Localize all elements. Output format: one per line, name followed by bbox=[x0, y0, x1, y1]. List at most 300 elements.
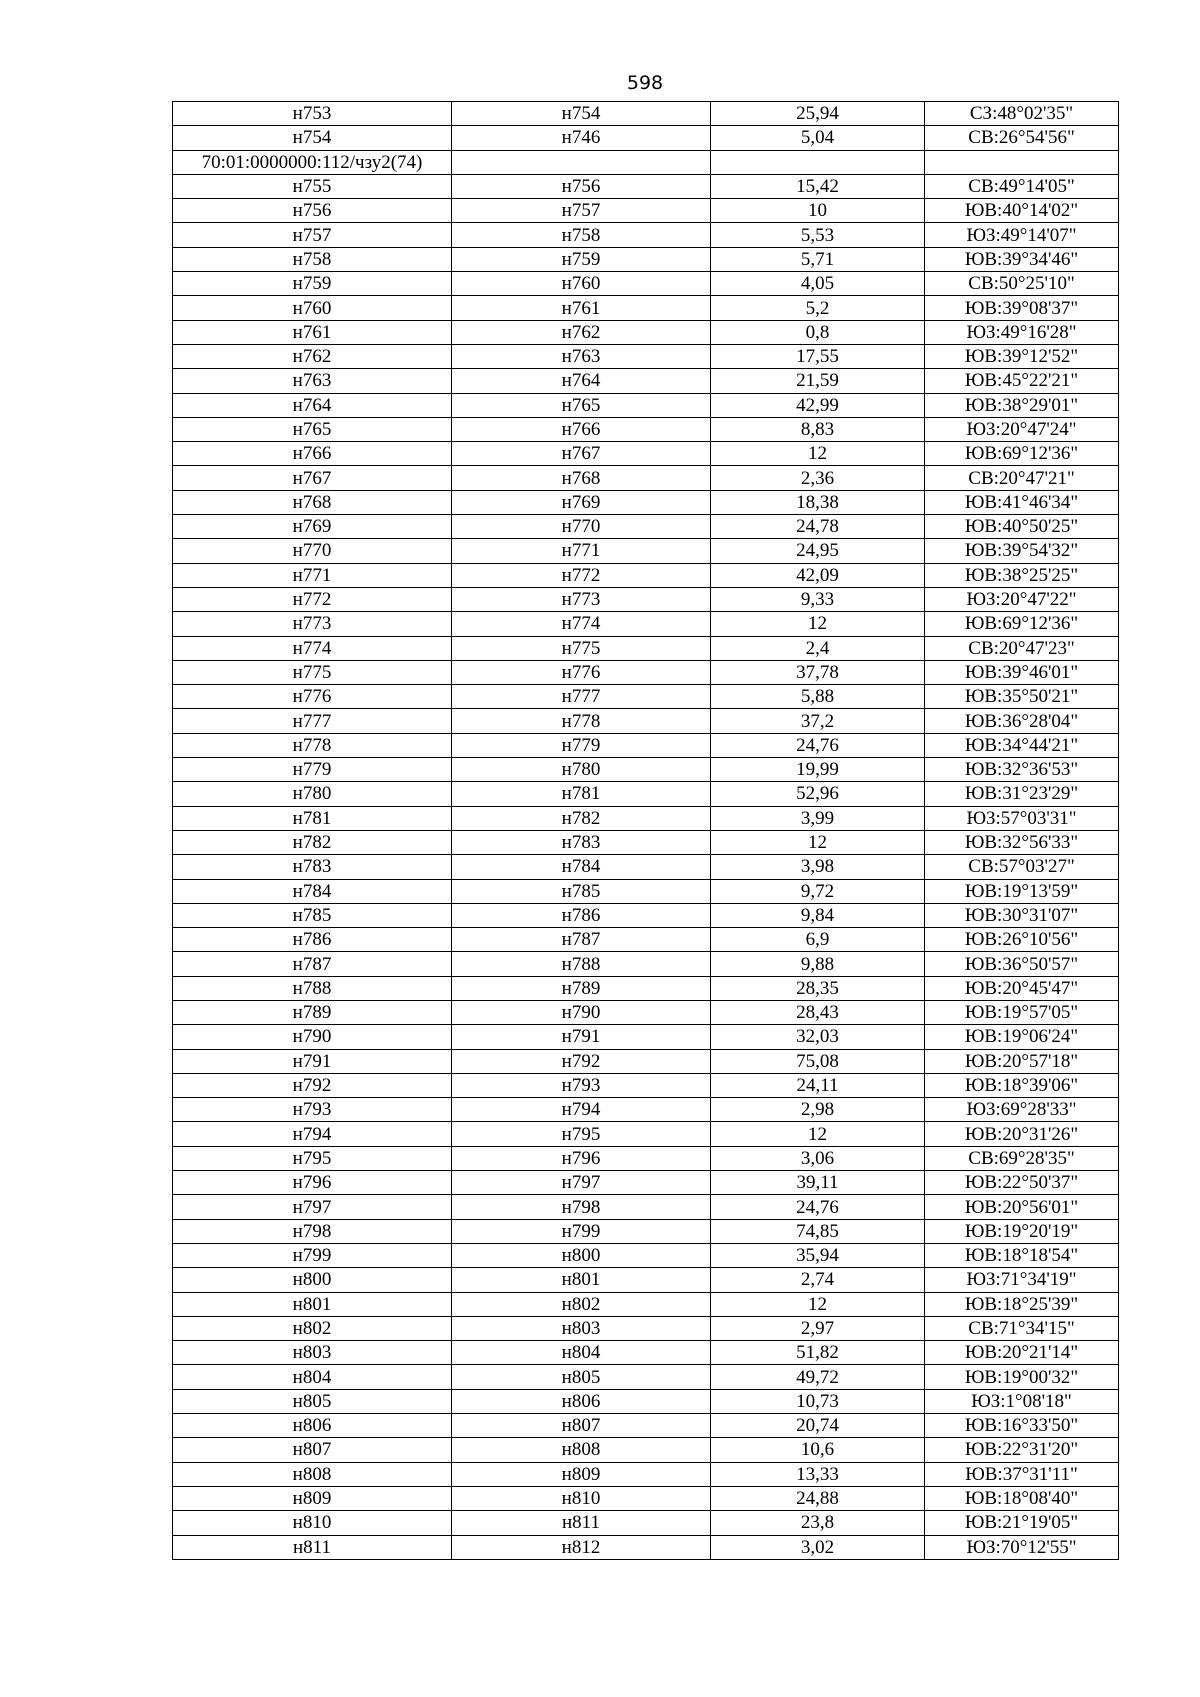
distance-cell: 12 bbox=[711, 442, 925, 466]
point-from-cell: н811 bbox=[173, 1535, 452, 1559]
distance-cell: 12 bbox=[711, 612, 925, 636]
boundary-table bbox=[172, 101, 1119, 1560]
point-from-cell: н767 bbox=[173, 466, 452, 490]
bearing-cell: ЮВ:36°28'04" bbox=[925, 709, 1119, 733]
table-row bbox=[173, 1025, 1119, 1049]
bearing-cell: ЮВ:38°29'01" bbox=[925, 393, 1119, 417]
bearing-cell: ЮВ:20°31'26" bbox=[925, 1122, 1119, 1146]
distance-cell: 23,8 bbox=[711, 1511, 925, 1535]
page-number: 598 bbox=[626, 72, 664, 94]
table-row bbox=[173, 685, 1119, 709]
point-to-cell: н793 bbox=[452, 1073, 711, 1097]
point-to-cell: н804 bbox=[452, 1341, 711, 1365]
point-to-cell: н768 bbox=[452, 466, 711, 490]
bearing-cell: ЮЗ:49°16'28" bbox=[925, 320, 1119, 344]
distance-cell: 12 bbox=[711, 830, 925, 854]
bearing-cell: ЮВ:39°08'37" bbox=[925, 296, 1119, 320]
table-row bbox=[173, 758, 1119, 782]
point-to-cell: н806 bbox=[452, 1389, 711, 1413]
point-from-cell: н769 bbox=[173, 515, 452, 539]
bearing-cell: СЗ:48°02'35" bbox=[925, 102, 1119, 126]
distance-cell: 20,74 bbox=[711, 1414, 925, 1438]
distance-cell: 24,95 bbox=[711, 539, 925, 563]
point-from-cell: н796 bbox=[173, 1171, 452, 1195]
point-from-cell: н795 bbox=[173, 1146, 452, 1170]
bearing-cell: ЮВ:22°31'20" bbox=[925, 1438, 1119, 1462]
table-row bbox=[173, 587, 1119, 611]
distance-cell: 5,04 bbox=[711, 126, 925, 150]
distance-cell: 2,98 bbox=[711, 1098, 925, 1122]
table-row bbox=[173, 563, 1119, 587]
table-row bbox=[173, 1000, 1119, 1024]
point-from-cell: н773 bbox=[173, 612, 452, 636]
table-row bbox=[173, 709, 1119, 733]
table-row bbox=[173, 1146, 1119, 1170]
bearing-cell: СВ:20°47'21" bbox=[925, 466, 1119, 490]
table-row bbox=[173, 1365, 1119, 1389]
distance-cell: 35,94 bbox=[711, 1243, 925, 1267]
table-row bbox=[173, 320, 1119, 344]
distance-cell: 24,76 bbox=[711, 733, 925, 757]
table-row bbox=[173, 199, 1119, 223]
table-row bbox=[173, 830, 1119, 854]
distance-cell: 6,9 bbox=[711, 928, 925, 952]
point-to-cell: н757 bbox=[452, 199, 711, 223]
table-row bbox=[173, 223, 1119, 247]
point-to-cell: н799 bbox=[452, 1219, 711, 1243]
point-to-cell: н763 bbox=[452, 344, 711, 368]
point-to-cell: н803 bbox=[452, 1316, 711, 1340]
point-to-cell: н794 bbox=[452, 1098, 711, 1122]
bearing-cell: ЮВ:39°54'32" bbox=[925, 539, 1119, 563]
distance-cell: 37,2 bbox=[711, 709, 925, 733]
point-to-cell: н746 bbox=[452, 126, 711, 150]
point-from-cell: н790 bbox=[173, 1025, 452, 1049]
distance-cell: 42,99 bbox=[711, 393, 925, 417]
table-row bbox=[173, 806, 1119, 830]
bearing-cell: ЮВ:39°34'46" bbox=[925, 247, 1119, 271]
point-to-cell: н791 bbox=[452, 1025, 711, 1049]
point-to-cell: н800 bbox=[452, 1243, 711, 1267]
point-to-cell bbox=[452, 150, 711, 174]
bearing-cell: ЮВ:19°00'32" bbox=[925, 1365, 1119, 1389]
point-from-cell: н764 bbox=[173, 393, 452, 417]
table-row bbox=[173, 733, 1119, 757]
bearing-cell bbox=[925, 150, 1119, 174]
table-row bbox=[173, 174, 1119, 198]
bearing-cell: СВ:50°25'10" bbox=[925, 272, 1119, 296]
distance-cell: 5,71 bbox=[711, 247, 925, 271]
table-row bbox=[173, 1268, 1119, 1292]
point-from-cell: н801 bbox=[173, 1292, 452, 1316]
distance-cell: 5,53 bbox=[711, 223, 925, 247]
point-to-cell: н769 bbox=[452, 490, 711, 514]
point-from-cell: н799 bbox=[173, 1243, 452, 1267]
table-row bbox=[173, 490, 1119, 514]
distance-cell: 25,94 bbox=[711, 102, 925, 126]
point-to-cell: н790 bbox=[452, 1000, 711, 1024]
bearing-cell: ЮВ:21°19'05" bbox=[925, 1511, 1119, 1535]
point-to-cell: н782 bbox=[452, 806, 711, 830]
distance-cell: 5,88 bbox=[711, 685, 925, 709]
bearing-cell: ЮВ:69°12'36" bbox=[925, 612, 1119, 636]
table-row bbox=[173, 1535, 1119, 1559]
distance-cell: 42,09 bbox=[711, 563, 925, 587]
bearing-cell: ЮЗ:20°47'24" bbox=[925, 417, 1119, 441]
table-row bbox=[173, 1292, 1119, 1316]
point-from-cell: н780 bbox=[173, 782, 452, 806]
distance-cell: 12 bbox=[711, 1122, 925, 1146]
bearing-cell: ЮЗ:69°28'33" bbox=[925, 1098, 1119, 1122]
point-from-cell: н778 bbox=[173, 733, 452, 757]
table-row bbox=[173, 879, 1119, 903]
bearing-cell: ЮВ:32°56'33" bbox=[925, 830, 1119, 854]
bearing-cell: ЮВ:45°22'21" bbox=[925, 369, 1119, 393]
point-from-cell: н783 bbox=[173, 855, 452, 879]
bearing-cell: СВ:26°54'56" bbox=[925, 126, 1119, 150]
point-from-cell: н797 bbox=[173, 1195, 452, 1219]
table-row bbox=[173, 417, 1119, 441]
table-body bbox=[173, 102, 1119, 1560]
point-to-cell: н802 bbox=[452, 1292, 711, 1316]
point-from-cell: н805 bbox=[173, 1389, 452, 1413]
table-row bbox=[173, 1122, 1119, 1146]
bearing-cell: ЮВ:18°39'06" bbox=[925, 1073, 1119, 1097]
point-to-cell: н779 bbox=[452, 733, 711, 757]
bearing-cell: ЮВ:18°08'40" bbox=[925, 1486, 1119, 1510]
distance-cell: 37,78 bbox=[711, 660, 925, 684]
table-row bbox=[173, 344, 1119, 368]
point-to-cell: н756 bbox=[452, 174, 711, 198]
table-row bbox=[173, 1171, 1119, 1195]
point-from-cell: н759 bbox=[173, 272, 452, 296]
point-to-cell: н797 bbox=[452, 1171, 711, 1195]
table-row bbox=[173, 782, 1119, 806]
bearing-cell: ЮВ:20°56'01" bbox=[925, 1195, 1119, 1219]
table-row bbox=[173, 903, 1119, 927]
bearing-cell: СВ:71°34'15" bbox=[925, 1316, 1119, 1340]
distance-cell: 0,8 bbox=[711, 320, 925, 344]
distance-cell: 32,03 bbox=[711, 1025, 925, 1049]
table-row bbox=[173, 1195, 1119, 1219]
distance-cell: 74,85 bbox=[711, 1219, 925, 1243]
distance-cell: 28,35 bbox=[711, 976, 925, 1000]
table-row bbox=[173, 369, 1119, 393]
point-to-cell: н776 bbox=[452, 660, 711, 684]
point-from-cell: н808 bbox=[173, 1462, 452, 1486]
distance-cell: 12 bbox=[711, 1292, 925, 1316]
point-from-cell: н772 bbox=[173, 587, 452, 611]
table-row bbox=[173, 393, 1119, 417]
point-from-cell: н779 bbox=[173, 758, 452, 782]
bearing-cell: ЮВ:40°50'25" bbox=[925, 515, 1119, 539]
point-to-cell: н774 bbox=[452, 612, 711, 636]
distance-cell: 3,06 bbox=[711, 1146, 925, 1170]
distance-cell: 3,99 bbox=[711, 806, 925, 830]
distance-cell: 9,33 bbox=[711, 587, 925, 611]
table-row bbox=[173, 1341, 1119, 1365]
point-from-cell: н760 bbox=[173, 296, 452, 320]
bearing-cell: ЮЗ:20°47'22" bbox=[925, 587, 1119, 611]
table-row bbox=[173, 1389, 1119, 1413]
point-to-cell: н795 bbox=[452, 1122, 711, 1146]
distance-cell: 24,76 bbox=[711, 1195, 925, 1219]
table-row bbox=[173, 1486, 1119, 1510]
point-from-cell: н788 bbox=[173, 976, 452, 1000]
point-from-cell: н758 bbox=[173, 247, 452, 271]
point-to-cell: н808 bbox=[452, 1438, 711, 1462]
point-to-cell: н773 bbox=[452, 587, 711, 611]
bearing-cell: ЮВ:35°50'21" bbox=[925, 685, 1119, 709]
distance-cell: 28,43 bbox=[711, 1000, 925, 1024]
bearing-cell: ЮВ:19°20'19" bbox=[925, 1219, 1119, 1243]
distance-cell: 3,98 bbox=[711, 855, 925, 879]
point-to-cell: н784 bbox=[452, 855, 711, 879]
point-to-cell: н777 bbox=[452, 685, 711, 709]
distance-cell: 2,74 bbox=[711, 1268, 925, 1292]
bearing-cell: ЮВ:20°57'18" bbox=[925, 1049, 1119, 1073]
table-row bbox=[173, 952, 1119, 976]
table-row bbox=[173, 612, 1119, 636]
point-from-cell: н793 bbox=[173, 1098, 452, 1122]
table-row bbox=[173, 150, 1119, 174]
point-from-cell: н809 bbox=[173, 1486, 452, 1510]
bearing-cell: ЮЗ:70°12'55" bbox=[925, 1535, 1119, 1559]
table-row bbox=[173, 296, 1119, 320]
distance-cell: 17,55 bbox=[711, 344, 925, 368]
bearing-cell: ЮВ:22°50'37" bbox=[925, 1171, 1119, 1195]
bearing-cell: СВ:57°03'27" bbox=[925, 855, 1119, 879]
point-to-cell: н801 bbox=[452, 1268, 711, 1292]
point-to-cell: н788 bbox=[452, 952, 711, 976]
point-from-cell: н754 bbox=[173, 126, 452, 150]
bearing-cell: ЮВ:19°06'24" bbox=[925, 1025, 1119, 1049]
bearing-cell: ЮВ:20°45'47" bbox=[925, 976, 1119, 1000]
distance-cell: 75,08 bbox=[711, 1049, 925, 1073]
point-to-cell: н805 bbox=[452, 1365, 711, 1389]
bearing-cell: ЮВ:37°31'11" bbox=[925, 1462, 1119, 1486]
table-row bbox=[173, 855, 1119, 879]
bearing-cell: ЮВ:39°12'52" bbox=[925, 344, 1119, 368]
point-from-cell: н762 bbox=[173, 344, 452, 368]
distance-cell: 49,72 bbox=[711, 1365, 925, 1389]
point-from-cell: н763 bbox=[173, 369, 452, 393]
table-row bbox=[173, 1316, 1119, 1340]
bearing-cell: ЮВ:39°46'01" bbox=[925, 660, 1119, 684]
point-from-cell: н784 bbox=[173, 879, 452, 903]
point-to-cell: н764 bbox=[452, 369, 711, 393]
point-to-cell: н792 bbox=[452, 1049, 711, 1073]
table-row bbox=[173, 928, 1119, 952]
bearing-cell: ЮВ:40°14'02" bbox=[925, 199, 1119, 223]
point-from-cell: н774 bbox=[173, 636, 452, 660]
point-to-cell: н770 bbox=[452, 515, 711, 539]
point-to-cell: н762 bbox=[452, 320, 711, 344]
point-from-cell: н785 bbox=[173, 903, 452, 927]
point-from-cell: н766 bbox=[173, 442, 452, 466]
point-from-cell: н753 bbox=[173, 102, 452, 126]
distance-cell: 15,42 bbox=[711, 174, 925, 198]
bearing-cell: ЮЗ:71°34'19" bbox=[925, 1268, 1119, 1292]
point-to-cell: н758 bbox=[452, 223, 711, 247]
distance-cell: 8,83 bbox=[711, 417, 925, 441]
point-to-cell: н760 bbox=[452, 272, 711, 296]
table-row bbox=[173, 636, 1119, 660]
distance-cell: 3,02 bbox=[711, 1535, 925, 1559]
point-to-cell: н767 bbox=[452, 442, 711, 466]
table-row bbox=[173, 247, 1119, 271]
point-from-cell: н803 bbox=[173, 1341, 452, 1365]
bearing-cell: СВ:49°14'05" bbox=[925, 174, 1119, 198]
table-row bbox=[173, 1414, 1119, 1438]
point-to-cell: н772 bbox=[452, 563, 711, 587]
bearing-cell: ЮВ:36°50'57" bbox=[925, 952, 1119, 976]
bearing-cell: ЮВ:30°31'07" bbox=[925, 903, 1119, 927]
distance-cell: 4,05 bbox=[711, 272, 925, 296]
distance-cell: 24,78 bbox=[711, 515, 925, 539]
table-row bbox=[173, 1219, 1119, 1243]
distance-cell: 10,6 bbox=[711, 1438, 925, 1462]
distance-cell: 2,36 bbox=[711, 466, 925, 490]
point-from-cell: н768 bbox=[173, 490, 452, 514]
bearing-cell: ЮЗ:57°03'31" bbox=[925, 806, 1119, 830]
point-to-cell: н783 bbox=[452, 830, 711, 854]
distance-cell: 39,11 bbox=[711, 1171, 925, 1195]
point-to-cell: н754 bbox=[452, 102, 711, 126]
point-to-cell: н796 bbox=[452, 1146, 711, 1170]
bearing-cell: ЮВ:16°33'50" bbox=[925, 1414, 1119, 1438]
point-to-cell: н785 bbox=[452, 879, 711, 903]
point-from-cell: н786 bbox=[173, 928, 452, 952]
point-to-cell: н809 bbox=[452, 1462, 711, 1486]
point-to-cell: н781 bbox=[452, 782, 711, 806]
distance-cell: 2,4 bbox=[711, 636, 925, 660]
table-row bbox=[173, 442, 1119, 466]
point-from-cell: н781 bbox=[173, 806, 452, 830]
point-to-cell: н778 bbox=[452, 709, 711, 733]
point-from-cell: н789 bbox=[173, 1000, 452, 1024]
point-from-cell: н792 bbox=[173, 1073, 452, 1097]
distance-cell: 9,72 bbox=[711, 879, 925, 903]
point-from-cell: н806 bbox=[173, 1414, 452, 1438]
point-from-cell: н798 bbox=[173, 1219, 452, 1243]
bearing-cell: ЮВ:41°46'34" bbox=[925, 490, 1119, 514]
point-from-cell: н810 bbox=[173, 1511, 452, 1535]
table-row bbox=[173, 976, 1119, 1000]
point-to-cell: н761 bbox=[452, 296, 711, 320]
table-row bbox=[173, 272, 1119, 296]
distance-cell: 51,82 bbox=[711, 1341, 925, 1365]
point-from-cell: н775 bbox=[173, 660, 452, 684]
table-row bbox=[173, 515, 1119, 539]
point-to-cell: н786 bbox=[452, 903, 711, 927]
point-from-cell: н791 bbox=[173, 1049, 452, 1073]
distance-cell: 13,33 bbox=[711, 1462, 925, 1486]
table-row bbox=[173, 1511, 1119, 1535]
point-to-cell: н812 bbox=[452, 1535, 711, 1559]
distance-cell: 2,97 bbox=[711, 1316, 925, 1340]
distance-cell: 10 bbox=[711, 199, 925, 223]
bearing-cell: ЮВ:38°25'25" bbox=[925, 563, 1119, 587]
point-to-cell: н807 bbox=[452, 1414, 711, 1438]
point-to-cell: н771 bbox=[452, 539, 711, 563]
table-row bbox=[173, 539, 1119, 563]
point-from-cell: н765 bbox=[173, 417, 452, 441]
table-row bbox=[173, 466, 1119, 490]
point-from-cell: н800 bbox=[173, 1268, 452, 1292]
bearing-cell: ЮВ:31°23'29" bbox=[925, 782, 1119, 806]
distance-cell: 9,84 bbox=[711, 903, 925, 927]
bearing-cell: ЮЗ:1°08'18" bbox=[925, 1389, 1119, 1413]
point-from-cell: н802 bbox=[173, 1316, 452, 1340]
point-from-cell: н757 bbox=[173, 223, 452, 247]
point-to-cell: н787 bbox=[452, 928, 711, 952]
distance-cell: 10,73 bbox=[711, 1389, 925, 1413]
point-to-cell: н789 bbox=[452, 976, 711, 1000]
point-to-cell: н780 bbox=[452, 758, 711, 782]
bearing-cell: ЮЗ:49°14'07" bbox=[925, 223, 1119, 247]
point-from-cell: н782 bbox=[173, 830, 452, 854]
distance-cell: 5,2 bbox=[711, 296, 925, 320]
table-row bbox=[173, 1049, 1119, 1073]
distance-cell: 24,88 bbox=[711, 1486, 925, 1510]
bearing-cell: ЮВ:20°21'14" bbox=[925, 1341, 1119, 1365]
point-from-cell: н756 bbox=[173, 199, 452, 223]
point-to-cell: н798 bbox=[452, 1195, 711, 1219]
point-to-cell: н775 bbox=[452, 636, 711, 660]
point-from-cell: н794 bbox=[173, 1122, 452, 1146]
point-from-cell: н804 bbox=[173, 1365, 452, 1389]
bearing-cell: ЮВ:26°10'56" bbox=[925, 928, 1119, 952]
distance-cell: 21,59 bbox=[711, 369, 925, 393]
point-from-cell: н787 bbox=[173, 952, 452, 976]
distance-cell: 9,88 bbox=[711, 952, 925, 976]
distance-cell: 19,99 bbox=[711, 758, 925, 782]
table-row bbox=[173, 1098, 1119, 1122]
point-to-cell: н765 bbox=[452, 393, 711, 417]
point-from-cell: н770 bbox=[173, 539, 452, 563]
table-row bbox=[173, 1438, 1119, 1462]
bearing-cell: ЮВ:34°44'21" bbox=[925, 733, 1119, 757]
bearing-cell: СВ:20°47'23" bbox=[925, 636, 1119, 660]
point-from-cell: н777 bbox=[173, 709, 452, 733]
point-from-cell: н755 bbox=[173, 174, 452, 198]
point-from-cell: н761 bbox=[173, 320, 452, 344]
bearing-cell: ЮВ:18°25'39" bbox=[925, 1292, 1119, 1316]
point-from-cell: н771 bbox=[173, 563, 452, 587]
point-from-cell: 70:01:0000000:112/чзу2(74) bbox=[173, 150, 452, 174]
bearing-cell: ЮВ:69°12'36" bbox=[925, 442, 1119, 466]
point-to-cell: н811 bbox=[452, 1511, 711, 1535]
table-row bbox=[173, 1073, 1119, 1097]
distance-cell: 24,11 bbox=[711, 1073, 925, 1097]
bearing-cell: ЮВ:19°57'05" bbox=[925, 1000, 1119, 1024]
distance-cell: 52,96 bbox=[711, 782, 925, 806]
point-to-cell: н759 bbox=[452, 247, 711, 271]
table-row bbox=[173, 102, 1119, 126]
bearing-cell: ЮВ:18°18'54" bbox=[925, 1243, 1119, 1267]
table-row bbox=[173, 660, 1119, 684]
point-to-cell: н810 bbox=[452, 1486, 711, 1510]
point-from-cell: н776 bbox=[173, 685, 452, 709]
distance-cell bbox=[711, 150, 925, 174]
point-from-cell: н807 bbox=[173, 1438, 452, 1462]
table-row bbox=[173, 1462, 1119, 1486]
bearing-cell: СВ:69°28'35" bbox=[925, 1146, 1119, 1170]
distance-cell: 18,38 bbox=[711, 490, 925, 514]
table-row bbox=[173, 126, 1119, 150]
point-to-cell: н766 bbox=[452, 417, 711, 441]
